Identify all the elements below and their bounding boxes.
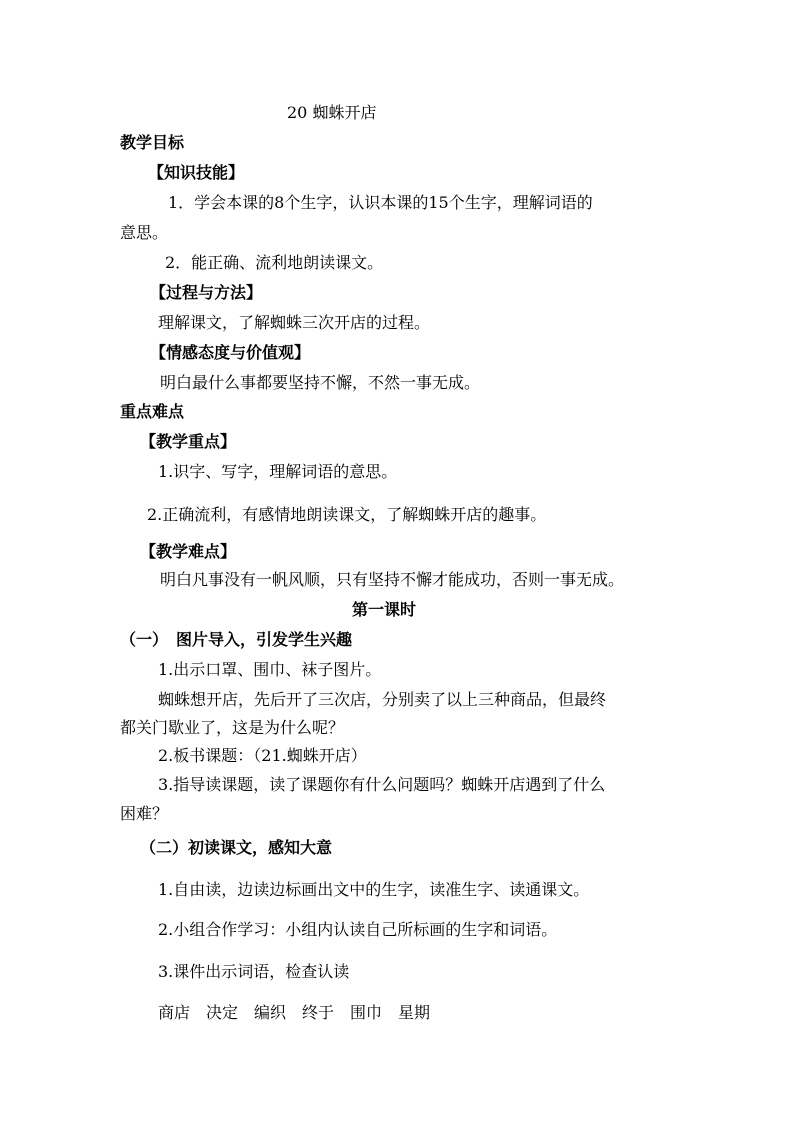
vocabulary-words: 商店 决定 编织 终于 围巾 星期 (158, 1003, 431, 1022)
page-title: 20 蜘蛛开店 (287, 103, 377, 122)
part1-item-3-cont: 困难？ (120, 804, 169, 823)
emotion-text: 明白最什么事都要坚持不懈，不然一事无成。 (160, 373, 481, 392)
part2-item-2: 2.小组合作学习：小组内认读自己所标画的生字和词语。 (158, 920, 558, 939)
subheading-knowledge: 【知识技能】 (148, 163, 245, 182)
subheading-process: 【过程与方法】 (150, 283, 263, 302)
knowledge-item-2: 2．能正确、流利地朗读课文。 (165, 253, 384, 272)
lesson-title: 第一课时 (352, 600, 417, 619)
part2-heading: （二）初读课文，感知大意 (140, 838, 333, 857)
knowledge-item-1: 1．学会本课的8个生字，认识本课的15个生字，理解词语的 (168, 193, 593, 212)
part1-item-3: 3.指导读课题，读了课题你有什么问题吗？蜘蛛开店遇到了什么 (158, 775, 606, 794)
part1-item-1: 1.出示口罩、围巾、袜子图片。 (158, 660, 382, 679)
part1-paragraph-cont: 都关门歇业了，这是为什么呢？ (120, 718, 345, 737)
difficult-text: 明白凡事没有一帆风顺，只有坚持不懈才能成功，否则一事无成。 (160, 570, 625, 589)
key-item-1: 1.识字、写字，理解词语的意思。 (158, 462, 398, 481)
subheading-key: 【教学重点】 (140, 432, 237, 451)
subheading-emotion: 【情感态度与价值观】 (150, 343, 311, 362)
key-item-2: 2.正确流利，有感情地朗读课文，了解蜘蛛开店的趣事。 (147, 505, 547, 524)
part2-item-3: 3.课件出示词语，检查认读 (158, 962, 350, 981)
part1-paragraph: 蜘蛛想开店，先后开了三次店，分别卖了以上三种商品，但最终 (158, 690, 607, 709)
knowledge-item-1-cont: 意思。 (120, 223, 169, 242)
part1-item-2: 2.板书课题：（21.蜘蛛开店） (158, 746, 367, 765)
section-heading-objectives: 教学目标 (120, 133, 185, 152)
process-text: 理解课文，了解蜘蛛三次开店的过程。 (158, 313, 431, 332)
part2-item-1: 1.自由读，边读边标画出文中的生字，读准生字、读通课文。 (158, 880, 590, 899)
subheading-difficult: 【教学难点】 (140, 542, 237, 561)
part1-heading: （一） 图片导入，引发学生兴趣 (120, 630, 353, 649)
section-heading-key-points: 重点难点 (120, 402, 185, 421)
